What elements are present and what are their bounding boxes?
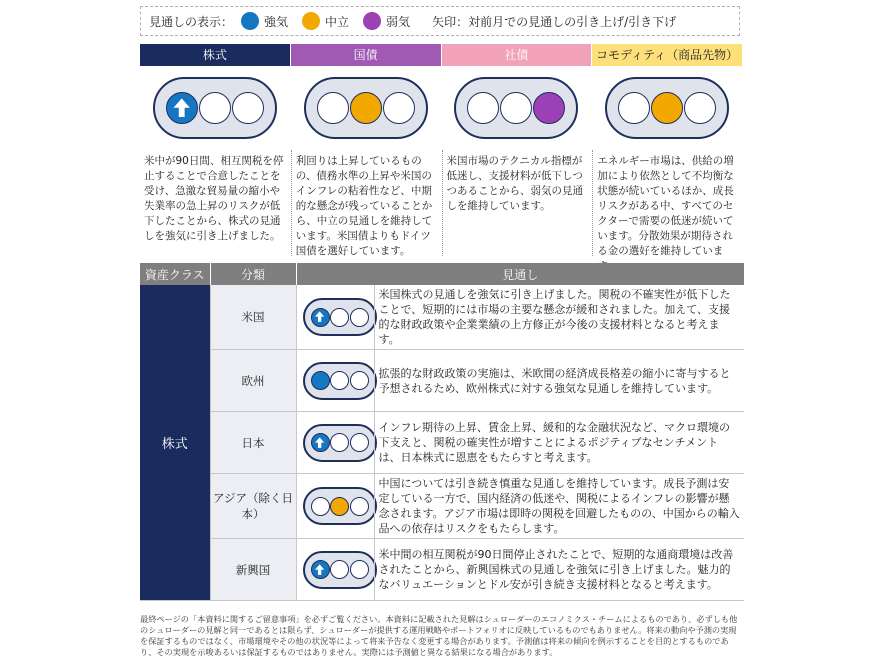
- region-label: 日本: [210, 412, 296, 474]
- signal-lamp: [500, 92, 532, 124]
- outlook-text: 拡張的な財政政策の実施は、米欧間の経済成長格差の縮小に寄与すると予想されるため、欧州株式に対する強気な見通しを維持しています。: [374, 350, 744, 412]
- traffic-light-icon: [304, 77, 428, 139]
- category-government-bonds: [291, 44, 441, 256]
- table-row: [140, 285, 744, 350]
- neutral-dot-icon: [302, 12, 320, 30]
- region-label: 欧州: [210, 350, 296, 412]
- arrow-up-icon: [313, 310, 326, 323]
- outlook-text: インフレ期待の上昇、賃金上昇、緩和的な金融状況など、マクロ環境の下支えと、関税の確実性が増すことによるポジティブなセンチメントは、日本株式に恩恵をもたらすと考えます。: [374, 412, 744, 474]
- region-label: 新興国: [210, 539, 296, 601]
- category-corporate-bonds: [442, 44, 592, 256]
- signal-lamp: [467, 92, 499, 124]
- traffic-light-icon: [303, 298, 377, 336]
- disclaimer-footnote: 最終ページの「本資料に関するご留意事項」を必ずご覧ください。本資料に記載された見解はシュローダーのエコノミクス・チームによるものであり、必ずしも他のシュローダーの見解と同一であるとは限らず、シュローダーが提供する運用戦略やポートフォリオに反映しているものでもありません。将来の動向や予測の実現を保証するものではなく、市場環境やその他の状況等によって将来予告なく変更する場合があります。予測値は将来の傾向を例示することを目的とするものであり、その実現を示唆あるいは保証するものではありません。実際には予測値と異なる結果になる場合があります。: [140, 614, 738, 657]
- signal-lamp: [350, 308, 369, 327]
- category-header: 社債: [442, 44, 592, 66]
- region-label: 米国: [210, 285, 296, 350]
- traffic-light-icon: [454, 77, 578, 139]
- signal-lamp: [199, 92, 231, 124]
- bearish-dot-icon: [363, 12, 381, 30]
- signal-lamp: [684, 92, 716, 124]
- signal-lamp: [330, 371, 349, 390]
- legend-arrow-note: 矢印：対前月での見通しの引き上げ/引き下げ: [432, 14, 677, 29]
- column-header-outlook: 見通し: [296, 263, 744, 285]
- region-label: アジア（除く日本）: [210, 474, 296, 539]
- asset-class-cell: 株式: [140, 285, 210, 601]
- traffic-light-icon: [153, 77, 277, 139]
- arrow-up-icon: [170, 96, 193, 119]
- traffic-light-icon: [303, 487, 377, 525]
- traffic-light-icon: [303, 362, 377, 400]
- table-row: [140, 350, 744, 412]
- outlook-text: 米中間の相互関税が90日間停止されたことで、短期的な通商環境は改善されたことから、新興国株式の見通しを強気に引き上げました。魅力的なバリュエーションとドル安が引き続き支援材料となると考えます。: [374, 539, 744, 601]
- signal-lamp-lit: [311, 560, 330, 579]
- signal-lamp-lit: [350, 92, 382, 124]
- table-row: [140, 539, 744, 601]
- table-row: [140, 412, 744, 474]
- category-header: 国債: [291, 44, 441, 66]
- signal-lamp: [330, 560, 349, 579]
- signal-lamp: [618, 92, 650, 124]
- arrow-up-icon: [313, 436, 326, 449]
- signal-lamp: [350, 433, 369, 452]
- signal-lamp: [383, 92, 415, 124]
- signal-lamp-lit: [311, 371, 330, 390]
- arrow-up-icon: [313, 563, 326, 576]
- signal-lamp-lit: [311, 308, 330, 327]
- legend-prefix: 見通しの表示：: [149, 14, 234, 29]
- traffic-light-icon: [303, 424, 377, 462]
- category-header: コモディティ（商品先物）: [592, 44, 742, 66]
- signal-lamp: [350, 497, 369, 516]
- signal-lamp: [330, 433, 349, 452]
- signal-lamp-lit: [533, 92, 565, 124]
- signal-lamp: [232, 92, 264, 124]
- category-commodities: [592, 44, 742, 256]
- signal-lamp: [317, 92, 349, 124]
- signal-legend: [140, 6, 740, 36]
- signal-lamp: [330, 308, 349, 327]
- category-equity: [140, 44, 290, 256]
- signal-lamp: [350, 560, 369, 579]
- legend-bearish-label: 弱気: [386, 14, 411, 29]
- asset-category-overview: [140, 44, 742, 256]
- signal-lamp-lit: [330, 497, 349, 516]
- signal-lamp: [311, 497, 330, 516]
- category-comment: 米中が90日間、相互関税を停止することで合意したことを受け、急激な貿易量の縮小や失業率の急上昇のリスクが低下したことから、株式の見通しを強気に引き上げました。: [144, 155, 284, 242]
- category-comment: エネルギー市場は、供給の増加により依然として不均衡な状態が続いているほか、成長リスクがある中、すべてのセクターで需要の低迷が続いています。分散効果が期待される金の選好を維持していま: [592, 150, 742, 256]
- category-comment: 利回りは上昇しているものの、債務水準の上昇や米国のインフレの粘着性など、中期的な懸念が残っていることから、中立の見通しを維持しています。米国債よりもドイツ国債を選好しています。: [291, 150, 441, 256]
- traffic-light-icon: [303, 551, 377, 589]
- outlook-text: 中国については引き続き慎重な見通しを維持しています。成長予測は安定している一方で、国内経済の低迷や、関税によるインフレの影響が懸念されます。アジア市場は即時の関税を回避したものの、中国からの輸入品への依存はリスクをもたらします。: [374, 474, 744, 539]
- table-row: [140, 474, 744, 539]
- outlook-text: 米国株式の見通しを強気に引き上げました。関税の不確実性が低下したことで、短期的には市場の主要な懸念が緩和されました。加えて、支援的な財政政策や企業業績の上方修正が今後の支援材料となると考えます。: [374, 285, 744, 350]
- bullish-dot-icon: [241, 12, 259, 30]
- traffic-light-icon: [605, 77, 729, 139]
- signal-lamp: [350, 371, 369, 390]
- signal-lamp-lit: [311, 433, 330, 452]
- signal-lamp-lit: [651, 92, 683, 124]
- signal-lamp-lit: [166, 92, 198, 124]
- category-header: 株式: [140, 44, 290, 66]
- category-comment: 米国市場のテクニカル指標が低迷し、支援材料が低下しつつあることから、弱気の見通しを維持しています。: [442, 150, 592, 256]
- column-header-asset-class: 資産クラス: [140, 263, 210, 285]
- equity-outlook-table: [140, 263, 744, 601]
- legend-bullish-label: 強気: [264, 14, 289, 29]
- column-header-classification: 分類: [210, 263, 296, 285]
- legend-neutral-label: 中立: [325, 14, 350, 29]
